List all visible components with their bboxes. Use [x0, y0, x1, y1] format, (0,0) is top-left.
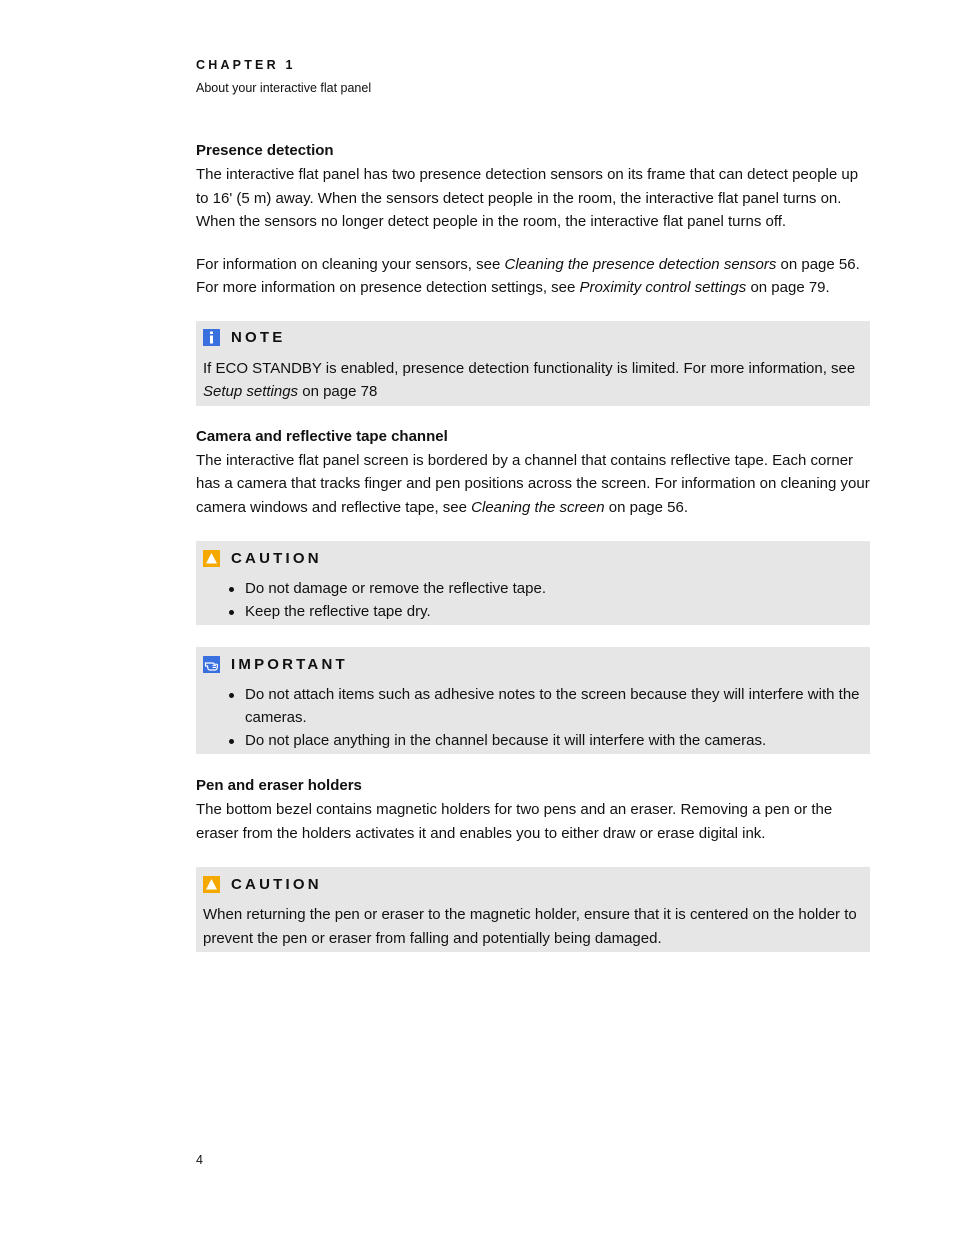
camera-paragraph: [196, 449, 870, 520]
warning-icon: [203, 876, 220, 893]
caution-list: [203, 577, 863, 623]
page-content: [196, 141, 870, 952]
list-item: Do not attach items such as adhesive notes to the screen because they will interfere with the cameras.: [245, 683, 863, 729]
presence-info-text-a: For information on cleaning your sensors, see: [196, 255, 505, 273]
caution-title: CAUTION: [231, 549, 322, 567]
important-header: [203, 653, 863, 675]
camera-heading: Camera and reflective tape channel: [196, 427, 448, 445]
chapter-title: About your interactive flat panel: [196, 81, 372, 95]
camera-text-a: The interactive flat panel screen is bordered by a channel that contains reflective tape. Each corner has a camera that tracks finger and pen positions across the screen. For information on cleaning your camera windows and reflective tape, see: [196, 451, 870, 516]
note-text-a: If ECO STANDBY is enabled, presence detection functionality is limited. For more information, see: [203, 359, 856, 377]
important-title: IMPORTANT: [231, 655, 348, 673]
pen-paragraph: The bottom bezel contains magnetic holders for two pens and an eraser. Removing a pen or the eraser from the holders activates it and enables you to either draw or erase digital ink.: [196, 801, 833, 842]
caution-pen-text: When returning the pen or eraser to the magnetic holder, ensure that it is centered on the holder to prevent the pen or eraser from falling and potentially being damaged.: [203, 906, 857, 947]
caution-box-tape: [196, 541, 870, 625]
note-text: [203, 357, 863, 404]
pen-heading: Pen and eraser holders: [196, 777, 362, 794]
caution-box-pen: [196, 867, 870, 952]
presence-heading: Presence detection: [196, 142, 334, 159]
pointing-hand-icon: [203, 656, 220, 673]
chapter-label: CHAPTER 1: [196, 58, 296, 72]
link-cleaning-screen[interactable]: Cleaning the screen: [471, 498, 605, 516]
note-text-b: on page 78: [298, 383, 378, 400]
note-box: [196, 321, 870, 406]
info-icon: [203, 329, 220, 346]
list-item: Keep the reflective tape dry.: [245, 600, 863, 623]
camera-text-b: on page 56.: [604, 498, 688, 516]
presence-info-text-b: on page 56. For more information on presence detection settings, see: [196, 255, 860, 296]
link-cleaning-sensors[interactable]: Cleaning the presence detection sensors: [504, 255, 777, 273]
important-box: [196, 647, 870, 754]
caution-title-pen: CAUTION: [231, 875, 322, 893]
list-item: Do not damage or remove the reflective tape.: [245, 577, 863, 600]
presence-paragraph: The interactive flat panel has two presence detection sensors on its frame that can detect people up to 16' (5 m) away. When the sensors detect people in the room, the interactive flat panel turns on. When the sensors no longer detect people in the room, the interactive flat panel turns off.: [196, 166, 859, 230]
presence-info-text-c: on page 79.: [746, 279, 830, 296]
warning-icon: [203, 550, 220, 567]
presence-info-paragraph: [196, 253, 870, 300]
page-number: 4: [196, 1153, 203, 1167]
note-header: [203, 327, 863, 349]
caution-header: [203, 547, 863, 569]
list-item: Do not place anything in the channel because it will interfere with the cameras.: [245, 729, 863, 752]
important-list: [203, 683, 863, 752]
note-title: NOTE: [231, 329, 286, 346]
link-setup-settings[interactable]: Setup settings: [203, 383, 299, 400]
link-proximity-settings[interactable]: Proximity control settings: [579, 279, 747, 296]
caution-header-pen: [203, 873, 863, 895]
